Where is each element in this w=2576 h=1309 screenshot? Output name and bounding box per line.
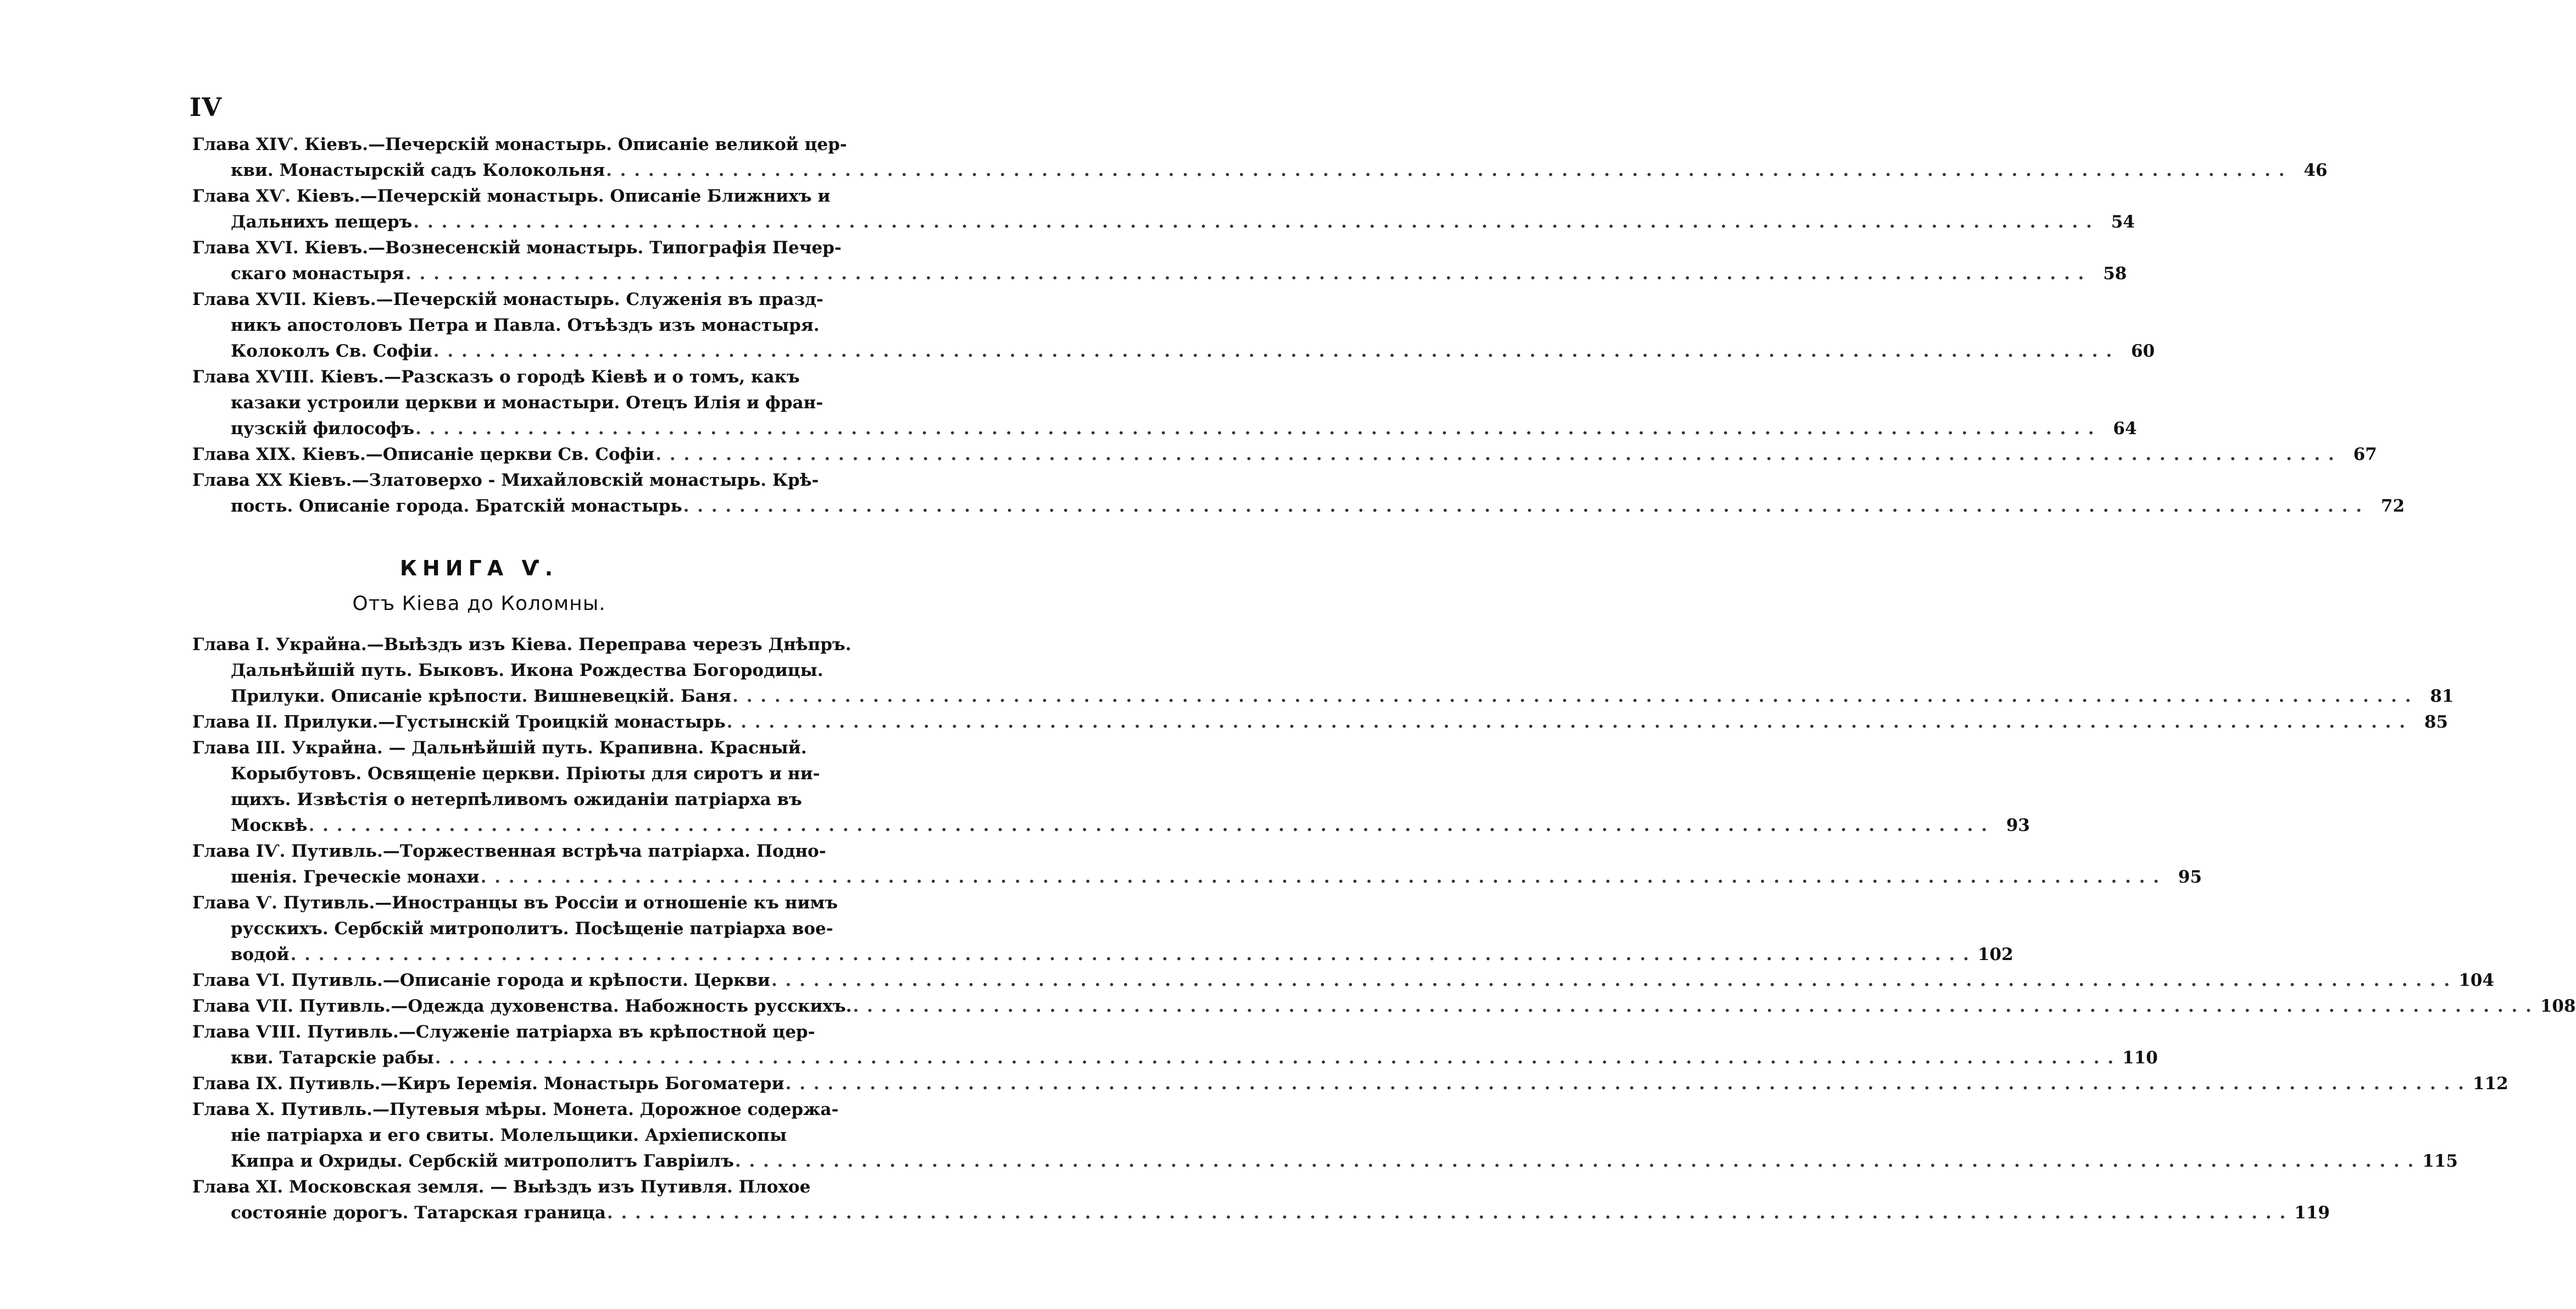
dot-leader: . . . . . . . . . . . . . . . . . . . . . . . . . . . . . . . . . . . . . . . . . . . . . . . . . . . . . . . . . . . . . . . . . . . . . . . . . . . . . . . . . . . . . . . . . . . . . . . . . . . . . . . . . . . . . . . . . . . . . . . . bbox=[290, 945, 1970, 964]
toc-line bbox=[192, 994, 2576, 1019]
toc-line bbox=[192, 1045, 2158, 1071]
toc-line bbox=[192, 132, 847, 158]
dot-leader: . . . . . . . . . . . . . . . . . . . . . . . . . . . . . . . . . . . . . . . . . . . . . . . . . . . . . . . . . . . . . . . . . . . . . . . . . . . . . . . . . . . . . . . . . . . . . . . . . . . . . . . . . . . . . . . . . . . . . . . . bbox=[655, 445, 2335, 464]
toc-page-number: 72 bbox=[2380, 496, 2405, 516]
toc-line bbox=[192, 1019, 815, 1045]
toc-line-text: ніе патріарха и его свиты. Молельщики. Архіепископы bbox=[231, 1125, 787, 1145]
dot-leader: . . . . . . . . . . . . . . . . . . . . . . . . . . . . . . . . . . . . . . . . . . . . . . . . . . . . . . . . . . . . . . . . . . . . . . . . . . . . . . . . . . . . . . . . . . . . . . . . . . . . . . . . . . . . . . . . . . . . . . . . bbox=[415, 419, 2095, 439]
book-subtitle: Отъ Кіева до Коломны. bbox=[352, 592, 606, 615]
toc-line-text: Глава XIX. Кіевъ.—Описаніе церкви Св. Софіи bbox=[192, 445, 655, 464]
toc-line bbox=[192, 184, 831, 209]
toc-entry bbox=[192, 839, 2202, 890]
toc-line bbox=[192, 1200, 2330, 1226]
toc-entry bbox=[192, 468, 2405, 519]
toc-line-text: Глава XI. Московская земля. — Выѣздъ изъ Путивля. Плохое bbox=[192, 1177, 811, 1197]
toc-line-text: Глава XѴ. Кіевъ.—Печерскій монастырь. Описаніе Ближнихъ и bbox=[192, 186, 831, 206]
toc-page-number: 104 bbox=[2458, 970, 2495, 990]
toc-line-text: Глава ѴI. Путивль.—Описаніе города и крѣпости. Церкви bbox=[192, 970, 770, 990]
toc-page-number: 102 bbox=[1977, 945, 2013, 964]
toc-page-number: 64 bbox=[2113, 419, 2137, 439]
toc-line-text: Глава XѴI. Кіевъ.—Вознесенскій монастырь. Типографія Печер- bbox=[192, 238, 842, 258]
toc-page-number: 115 bbox=[2422, 1151, 2458, 1171]
toc-line-text: никъ апостоловъ Петра и Павла. Отъѣздъ изъ монастыря. bbox=[231, 315, 820, 335]
toc-line-text: Глава Ѵ. Путивль.—Иностранцы въ Россіи и отношеніе къ нимъ bbox=[192, 893, 838, 913]
toc-line bbox=[192, 209, 2135, 235]
toc-line-text: Кипра и Охриды. Сербскій митрополитъ Гавріилъ bbox=[231, 1151, 734, 1171]
toc-line-text: Дальнѣйшій путь. Быковъ. Икона Рождества Богородицы. bbox=[231, 661, 824, 680]
toc-line-text: Глава IѴ. Путивль.—Торжественная встрѣча патріарха. Подно- bbox=[192, 841, 826, 861]
toc-entry bbox=[192, 735, 2030, 839]
dot-leader: . . . . . . . . . . . . . . . . . . . . . . . . . . . . . . . . . . . . . . . . . . . . . . . . . . . . . . . . . . . . . . . . . . . . . . . . . . . . . . . . . . . . . . . . . . . . . . . . . . . . . . . . . . . . . . . . . . . . . . . . bbox=[433, 341, 2113, 361]
toc-entry bbox=[192, 132, 2328, 184]
toc-line-text: кви. Монастырскій садъ Колокольня bbox=[231, 160, 605, 180]
toc-entry bbox=[192, 442, 2377, 468]
toc-line-text: Глава II. Прилуки.—Густынскій Троицкій монастырь bbox=[192, 712, 726, 732]
toc-line-text: скаго монастыря bbox=[231, 264, 404, 284]
toc-line bbox=[192, 1071, 2508, 1097]
toc-page-number: 54 bbox=[2111, 212, 2135, 232]
dot-leader: . . . . . . . . . . . . . . . . . . . . . . . . . . . . . . . . . . . . . . . . . . . . . . . . . . . . . . . . . . . . . . . . . . . . . . . . . . . . . . . . . . . . . . . . . . . . . . . . . . . . . . . . . . . . . . . . . . . . . . . . bbox=[413, 212, 2093, 232]
toc-line bbox=[192, 1149, 2458, 1174]
dot-leader: . . . . . . . . . . . . . . . . . . . . . . . . . . . . . . . . . . . . . . . . . . . . . . . . . . . . . . . . . . . . . . . . . . . . . . . . . . . . . . . . . . . . . . . . . . . . . . . . . . . . . . . . . . . . . . . . . . . . . . . . bbox=[771, 970, 2451, 990]
toc-line bbox=[192, 364, 800, 390]
toc-page-number: 108 bbox=[2540, 996, 2576, 1016]
toc-page-number: 110 bbox=[2122, 1048, 2158, 1068]
toc-entry bbox=[192, 184, 2135, 235]
toc-line bbox=[192, 942, 2013, 968]
toc-entry bbox=[192, 890, 2013, 968]
toc-line-text: Глава XѴII. Кіевъ.—Печерскій монастырь. Служенія въ празд- bbox=[192, 290, 824, 309]
toc-line-text: Глава XѴIII. Кіевъ.—Разсказъ о городѣ Кіевѣ и о томъ, какъ bbox=[192, 367, 800, 387]
toc-page-number: 46 bbox=[2304, 160, 2328, 180]
toc-line bbox=[192, 390, 824, 416]
toc-line bbox=[192, 761, 820, 787]
toc-line bbox=[192, 313, 820, 339]
dot-leader: . . . . . . . . . . . . . . . . . . . . . . . . . . . . . . . . . . . . . . . . . . . . . . . . . . . . . . . . . . . . . . . . . . . . . . . . . . . . . . . . . . . . . . . . . . . . . . . . . . . . . . . . . . . . . . . . . . . . . . . . bbox=[405, 264, 2085, 284]
toc-entry bbox=[192, 235, 2127, 287]
toc-line-text: Глава XX Кіевъ.—Златоверхо - Михайловскій монастырь. Крѣ- bbox=[192, 470, 819, 490]
toc-line bbox=[192, 235, 842, 261]
toc-page-number: 60 bbox=[2131, 341, 2155, 361]
dot-leader: . . . . . . . . . . . . . . . . . . . . . . . . . . . . . . . . . . . . . . . . . . . . . . . . . . . . . . . . . . . . . . . . . . . . . . . . . . . . . . . . . . . . . . . . . . . . . . . . . . . . . . . . . . . . . . . . . . . . . . . . bbox=[735, 1151, 2415, 1171]
toc-page-number: 119 bbox=[2294, 1203, 2330, 1223]
toc-entry bbox=[192, 968, 2495, 994]
page-number: IV bbox=[190, 92, 222, 122]
toc-page-number: 67 bbox=[2353, 445, 2377, 464]
toc-line-text: русскихъ. Сербскій митрополитъ. Посѣщеніе патріарха вое- bbox=[231, 919, 833, 939]
toc-line bbox=[192, 1123, 787, 1149]
toc-section-book-4 bbox=[192, 132, 2405, 519]
toc-line-text: Глава III. Украйна. — Дальнѣйшій путь. Крапивна. Красный. bbox=[192, 738, 807, 758]
toc-line bbox=[192, 1174, 811, 1200]
toc-line bbox=[192, 709, 2449, 735]
toc-entry bbox=[192, 1071, 2508, 1097]
toc-section-book-5 bbox=[192, 632, 2576, 1226]
toc-entry bbox=[192, 364, 2137, 442]
toc-line-text: Прилуки. Описаніе крѣпости. Вишневецкій. Баня bbox=[231, 686, 732, 706]
toc-line-text: Москвѣ bbox=[231, 816, 308, 835]
toc-line bbox=[192, 684, 2454, 709]
toc-line-text: цузскій философъ bbox=[231, 419, 415, 439]
toc-line-text: щихъ. Извѣстія о нетерпѣливомъ ожиданіи патріарха въ bbox=[231, 790, 802, 809]
dot-leader: . . . . . . . . . . . . . . . . . . . . . . . . . . . . . . . . . . . . . . . . . . . . . . . . . . . . . . . . . . . . . . . . . . . . . . . . . . . . . . . . . . . . . . . . . . . . . . . . . . . . . . . . . . . . . . . . . . . . . . . . bbox=[606, 160, 2286, 180]
toc-line bbox=[192, 416, 2137, 442]
toc-line-text: Глава ѴIII. Путивль.—Служеніе патріарха въ крѣпостной цер- bbox=[192, 1022, 815, 1042]
toc-line-text: пость. Описаніе города. Братскій монастырь bbox=[231, 496, 682, 516]
toc-line-text: Корыбутовъ. Освященіе церкви. Пріюты для сиротъ и ни- bbox=[231, 764, 820, 784]
toc-line bbox=[192, 261, 2127, 287]
toc-page-number: 95 bbox=[2178, 867, 2202, 887]
toc-line-text: Глава ѴII. Путивль.—Одежда духовенства. Набожность русскихъ. bbox=[192, 996, 852, 1016]
toc-line bbox=[192, 968, 2495, 994]
toc-line bbox=[192, 890, 838, 916]
toc-line bbox=[192, 658, 824, 684]
dot-leader: . . . . . . . . . . . . . . . . . . . . . . . . . . . . . . . . . . . . . . . . . . . . . . . . . . . . . . . . . . . . . . . . . . . . . . . . . . . . . . . . . . . . . . . . . . . . . . . . . . . . . . . . . . . . . . . . . . . . . . . . bbox=[435, 1048, 2115, 1068]
toc-page-number: 85 bbox=[2424, 712, 2449, 732]
book-heading: КНИГА Ѵ. bbox=[399, 556, 559, 580]
toc-line-text: казаки устроили церкви и монастыри. Отецъ Илія и фран- bbox=[231, 393, 824, 413]
toc-line bbox=[192, 916, 833, 942]
toc-line-text: Колоколъ Св. Софіи bbox=[231, 341, 432, 361]
toc-entry bbox=[192, 1097, 2458, 1174]
dot-leader: . . . . . . . . . . . . . . . . . . . . . . . . . . . . . . . . . . . . . . . . . . . . . . . . . . . . . . . . . . . . . . . . . . . . . . . . . . . . . . . . . . . . . . . . . . . . . . . . . . . . . . . . . . . . . . . . . . . . . . . . bbox=[480, 867, 2161, 887]
toc-entry bbox=[192, 994, 2576, 1019]
toc-line-text: Глава XIѴ. Кіевъ.—Печерскій монастырь. Описаніе великой цер- bbox=[192, 135, 847, 154]
toc-line bbox=[192, 493, 2405, 519]
toc-page-number: 93 bbox=[2006, 816, 2030, 835]
toc-line bbox=[192, 442, 2377, 468]
toc-page-number: 81 bbox=[2430, 686, 2454, 706]
toc-line bbox=[192, 864, 2202, 890]
dot-leader: . . . . . . . . . . . . . . . . . . . . . . . . . . . . . . . . . . . . . . . . . . . . . . . . . . . . . . . . . . . . . . . . . . . . . . . . . . . . . . . . . . . . . . . . . . . . . . . . . . . . . . . . . . . . . . . . . . . . . . . . bbox=[785, 1074, 2466, 1094]
toc-line bbox=[192, 339, 2155, 364]
dot-leader: . . . . . . . . . . . . . . . . . . . . . . . . . . . . . . . . . . . . . . . . . . . . . . . . . . . . . . . . . . . . . . . . . . . . . . . . . . . . . . . . . . . . . . . . . . . . . . . . . . . . . . . . . . . . . . . . . . . . . . . . bbox=[607, 1203, 2287, 1223]
toc-entry bbox=[192, 1019, 2158, 1071]
dot-leader: . . . . . . . . . . . . . . . . . . . . . . . . . . . . . . . . . . . . . . . . . . . . . . . . . . . . . . . . . . . . . . . . . . . . . . . . . . . . . . . . . . . . . . . . . . . . . . . . . . . . . . . . . . . . . . . . . . . . . . . . bbox=[732, 686, 2412, 706]
toc-page-number: 112 bbox=[2473, 1074, 2508, 1094]
dot-leader: . . . . . . . . . . . . . . . . . . . . . . . . . . . . . . . . . . . . . . . . . . . . . . . . . . . . . . . . . . . . . . . . . . . . . . . . . . . . . . . . . . . . . . . . . . . . . . . . . . . . . . . . . . . . . . . . . . . . . . . . bbox=[683, 496, 2363, 516]
toc-line-text: водой bbox=[231, 945, 290, 964]
toc-line-text: Глава IX. Путивль.—Киръ Іеремія. Монастырь Богоматери bbox=[192, 1074, 785, 1094]
toc-line bbox=[192, 632, 852, 658]
toc-line-text: Глава X. Путивль.—Путевыя мѣры. Монета. Дорожное содержа- bbox=[192, 1100, 839, 1119]
toc-line bbox=[192, 1097, 839, 1123]
toc-entry bbox=[192, 1174, 2330, 1226]
toc-line-text: состояніе дорогъ. Татарская граница bbox=[231, 1203, 606, 1223]
toc-line-text: Глава I. Украйна.—Выѣздъ изъ Кіева. Переправа черезъ Днѣпръ. bbox=[192, 635, 852, 654]
toc-line bbox=[192, 839, 826, 864]
toc-entry bbox=[192, 287, 2155, 364]
toc-line bbox=[192, 468, 819, 493]
toc-line-text: Дальнихъ пещеръ bbox=[231, 212, 413, 232]
toc-line bbox=[192, 158, 2328, 184]
dot-leader: . . . . . . . . . . . . . . . . . . . . . . . . . . . . . . . . . . . . . . . . . . . . . . . . . . . . . . . . . . . . . . . . . . . . . . . . . . . . . . . . . . . . . . . . . . . . . . . . . . . . . . . . . . . . . . . . . . . . . . . . bbox=[726, 712, 2407, 732]
toc-entry bbox=[192, 709, 2449, 735]
dot-leader: . . . . . . . . . . . . . . . . . . . . . . . . . . . . . . . . . . . . . . . . . . . . . . . . . . . . . . . . . . . . . . . . . . . . . . . . . . . . . . . . . . . . . . . . . . . . . . . . . . . . . . . . . . . . . . . . . . . . . . . . bbox=[853, 996, 2533, 1016]
toc-line bbox=[192, 813, 2030, 839]
toc-line-text: кви. Татарскіе рабы bbox=[231, 1048, 434, 1068]
toc-line bbox=[192, 287, 824, 313]
toc-line bbox=[192, 787, 802, 813]
toc-entry bbox=[192, 632, 2454, 709]
toc-line bbox=[192, 735, 807, 761]
toc-page-number: 58 bbox=[2103, 264, 2127, 284]
toc-line-text: шенія. Греческіе монахи bbox=[231, 867, 480, 887]
dot-leader: . . . . . . . . . . . . . . . . . . . . . . . . . . . . . . . . . . . . . . . . . . . . . . . . . . . . . . . . . . . . . . . . . . . . . . . . . . . . . . . . . . . . . . . . . . . . . . . . . . . . . . . . . . . . . . . . . . . . . . . . bbox=[308, 816, 1988, 835]
